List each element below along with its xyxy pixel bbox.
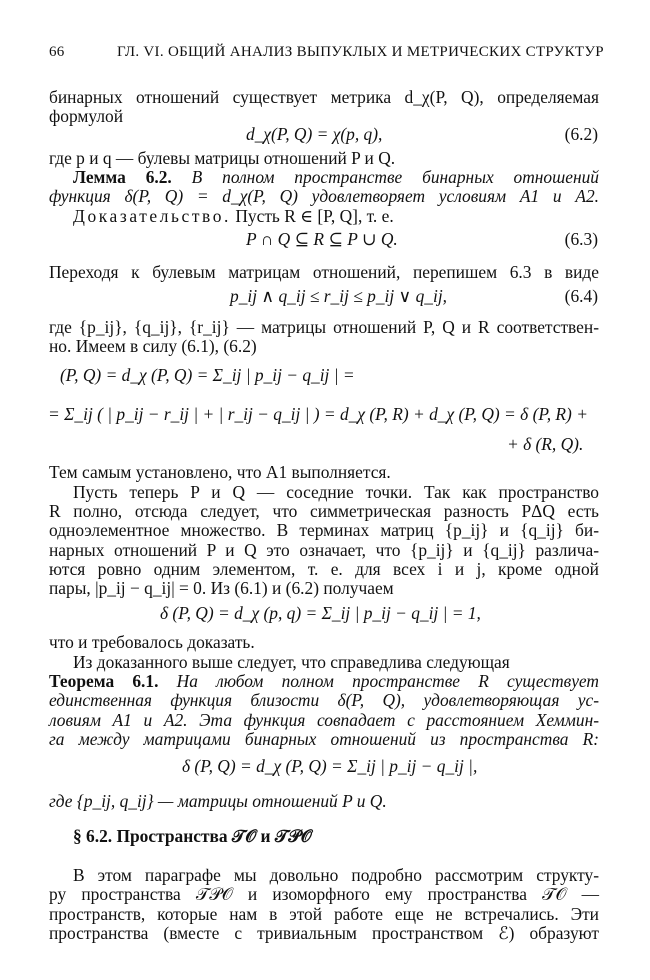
text-line: Тем самым установлено, что A1 выполняется. bbox=[49, 462, 391, 482]
text-line: Пусть теперь P и Q — соседние точки. Так как пространство bbox=[73, 482, 599, 502]
text-line: где p и q — булевы матрицы отношений P и Q. bbox=[49, 148, 396, 168]
theorem-text: единственная функция близости δ(P, Q), удовлетворяющая ус- bbox=[49, 690, 599, 710]
text-line: нарных отношений P и Q это означает, что {p_ij} и {q_ij} различа- bbox=[49, 540, 599, 560]
text-line: где {p_ij}, {q_ij}, {r_ij} — матрицы отношений P, Q и R соответствен- bbox=[49, 317, 599, 337]
running-title: ГЛ. VI. ОБЩИЙ АНАЛИЗ ВЫПУКЛЫХ И МЕТРИЧЕСКИХ СТРУКТУР bbox=[117, 44, 604, 60]
lemma-label: Лемма 6.2. bbox=[73, 167, 172, 187]
equation-6-2: d_χ(P, Q) = χ(p, q), bbox=[246, 124, 383, 144]
display-equation: δ (P, Q) = d_χ (p, q) = Σ_ij | p_ij − q_ij | = 1, bbox=[160, 603, 481, 623]
text-line: что и требовалось доказать. bbox=[49, 632, 255, 652]
section-heading: § 6.2. Пространства 𝒯𝒪 и 𝒯𝒫𝒪 bbox=[73, 826, 312, 846]
text-line: Из доказанного выше следует, что справедлива следующая bbox=[73, 652, 510, 672]
display-equation: = Σ_ij ( | p_ij − r_ij | + | r_ij − q_ij | ) = d_χ (P, R) + d_χ (P, Q) = δ (P, R) + bbox=[48, 404, 588, 424]
equation-6-3: P ∩ Q ⊆ R ⊆ P ∪ Q. bbox=[246, 229, 398, 249]
text-line: ру пространства 𝒯𝒫𝒪 и изоморфного ему пространства 𝒯𝒪 — bbox=[49, 884, 599, 904]
theorem-label: Теорема 6.1. bbox=[49, 671, 159, 691]
proof-label: Доказательство. bbox=[73, 206, 231, 226]
lemma-text: В полном пространстве бинарных отношений bbox=[191, 167, 599, 187]
equation-number: (6.3) bbox=[564, 229, 598, 249]
text-line: В этом параграфе мы довольно подробно рассмотрим структу- bbox=[73, 865, 599, 885]
proof-text: Пусть R ∈ [P, Q], т. е. bbox=[235, 206, 394, 226]
text-line: одноэлементное множество. В терминах матриц {p_ij} и {q_ij} би- bbox=[49, 520, 599, 540]
proof-line bbox=[73, 206, 394, 226]
text-line: пространства (вместе с тривиальным пространством ℰ) образуют bbox=[49, 923, 599, 943]
theorem-text: где {p_ij, q_ij} — матрицы отношений P и Q. bbox=[49, 791, 387, 811]
equation-number: (6.4) bbox=[564, 286, 598, 306]
text-line: пары, |p_ij − q_ij| = 0. Из (6.1) и (6.2) получаем bbox=[49, 578, 394, 598]
display-equation: (P, Q) = d_χ (P, Q) = Σ_ij | p_ij − q_ij | = bbox=[60, 365, 355, 385]
text-line: пространств, которые нам в этой работе еще не встречались. Эти bbox=[49, 904, 599, 924]
text-line: формулой bbox=[49, 106, 124, 126]
text-line: ются ровно одним элементом, т. е. для всех i и j, кроме одной bbox=[49, 559, 599, 579]
text-line: бинарных отношений существует метрика d_χ(P, Q), определяемая bbox=[49, 87, 599, 107]
lemma-line bbox=[73, 167, 599, 187]
equation-number: (6.2) bbox=[564, 124, 598, 144]
theorem-text: га между матрицами бинарных отношений из пространства R: bbox=[49, 729, 599, 749]
display-equation: + δ (R, Q). bbox=[507, 434, 584, 454]
lemma-text: функция δ(P, Q) = d_χ(P, Q) удовлетворяет условиям A1 и A2. bbox=[49, 186, 599, 206]
text-line: R полно, отсюда следует, что симметрическая разность PΔQ есть bbox=[49, 501, 599, 521]
theorem-text: ловиям A1 и A2. Эта функция совпадает с расстоянием Хеммин- bbox=[49, 710, 599, 730]
theorem-line bbox=[49, 671, 599, 691]
display-equation: δ (P, Q) = d_χ (P, Q) = Σ_ij | p_ij − q_ij |, bbox=[182, 756, 478, 776]
text-line: но. Имеем в силу (6.1), (6.2) bbox=[49, 336, 257, 356]
text-line: Переходя к булевым матрицам отношений, перепишем 6.3 в виде bbox=[49, 262, 599, 282]
equation-6-4: p_ij ∧ q_ij ≤ r_ij ≤ p_ij ∨ q_ij, bbox=[230, 286, 448, 306]
page-number: 66 bbox=[49, 44, 65, 60]
theorem-text: На любом полном пространстве R существует bbox=[176, 671, 599, 691]
